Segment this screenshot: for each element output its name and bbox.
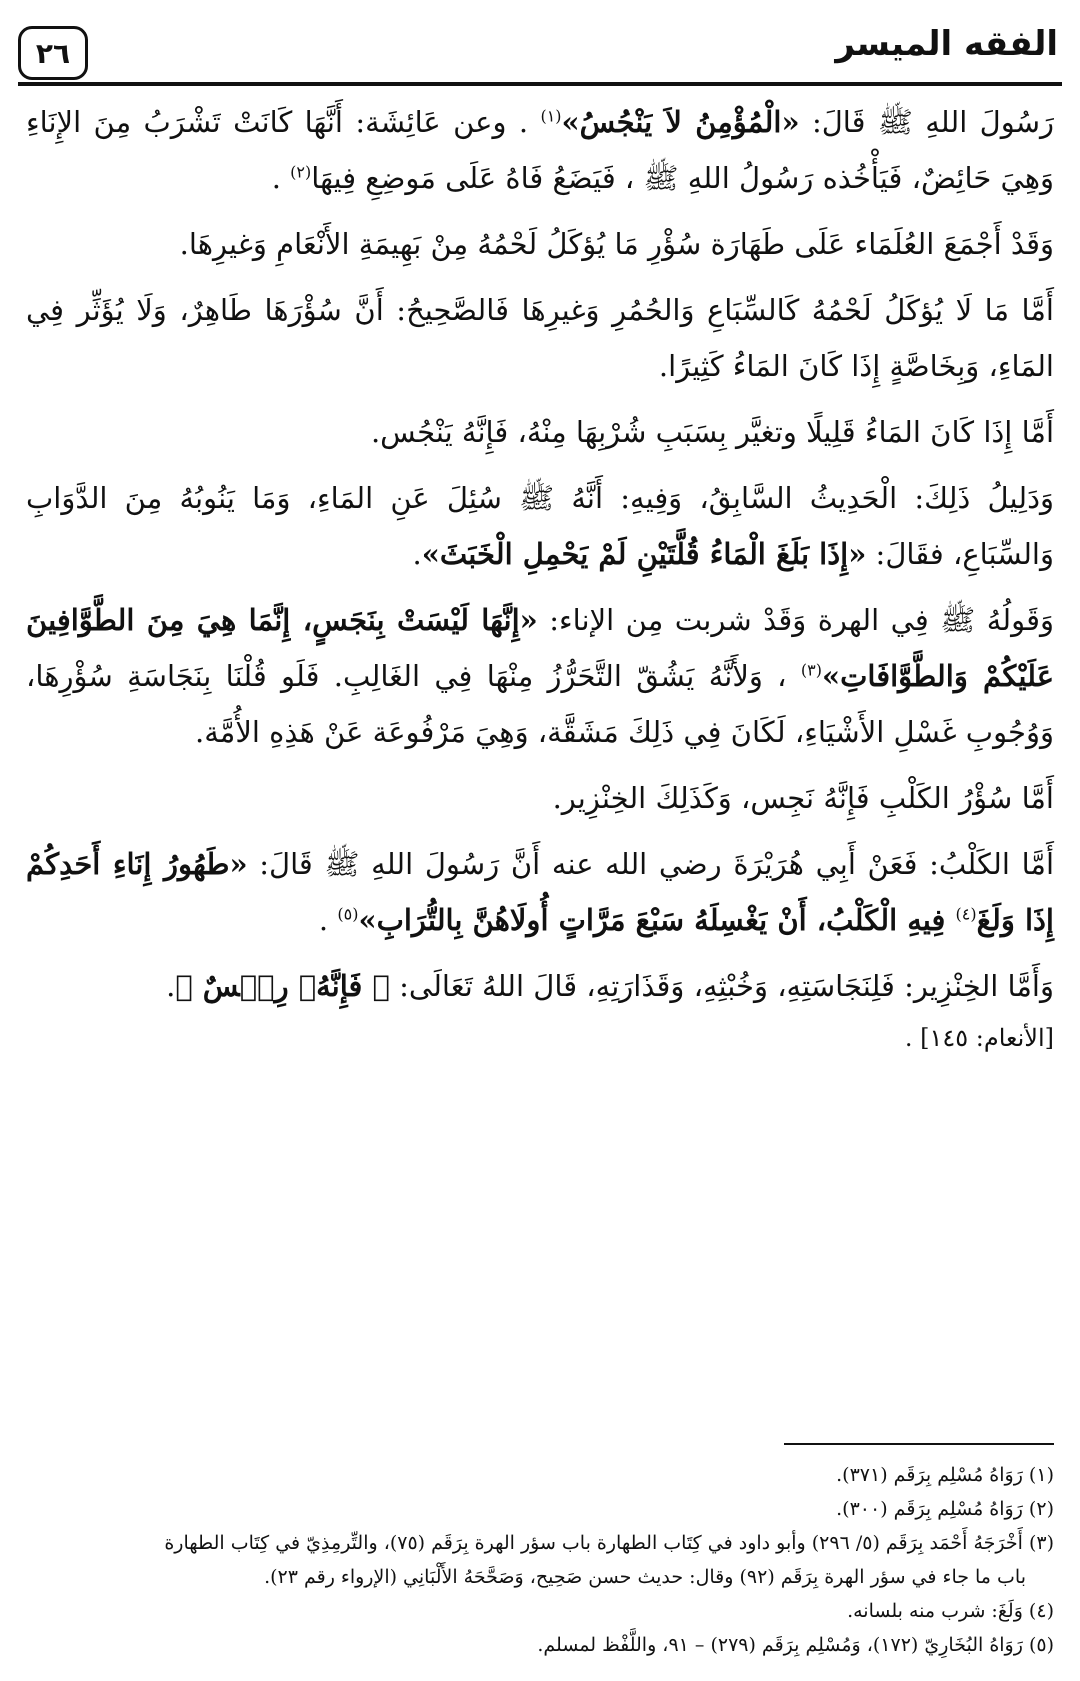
footnote-marker: (١) [540,106,562,126]
footnotes [26,1458,1054,1662]
paragraph-1: رَسُولَ اللهِ ﷺ قَالَ: «الْمُؤْمِنُ لاَ يَنْجُسُ»$^{(١)}$ . وعن عَائِشَة: أَنَّهَا كَانَتْ تَشْرَبُ مِنَ الإِنَاءِ وَهِيَ حَائِضٌ، فَيَأْخُذه رَسُولُ اللهِ ﷺ ، فَيَضَعُ فَاهُ عَلَى مَوضِعِ فِيهَا$^{(٢)}$ . [26,105,1055,195]
paragraph-4: أَمَّا إِذَا كَانَ المَاءُ قَلِيلًا وتغيَّر بِسَبَبِ شُرْبِهَا مِنْهُ، فَإِنَّهُ يَنْجُس. [370,415,1054,449]
hadith-quote: «طَهُورُ إِنَاءِ أَحَدِكُمْ إِذَا وَلَغَ [26,847,1054,937]
hadith-quote: «إِنَّهَا لَيْسَتْ بِنَجَسٍ، إِنَّمَا هِيَ مِنَ الطَّوَّافِينَ عَلَيْكُمْ وَالطَّوَّافَاتِ» [26,603,1054,693]
quran-verse: ﴿ فَإِنَّهُۥ رِجۡسٌ ﴾ [175,969,390,1003]
quran-reference: [الأنعام: ١٤٥] . [904,1024,1054,1052]
paragraph-6: وَقَولُهُ ﷺ فِي الهرة وَقَدْ شربت مِن الإناء: «إِنَّهَا لَيْسَتْ بِنَجَسٍ، إِنَّمَا هِيَ مِنَ الطَّوَّافِينَ عَلَيْكُمْ وَالطَّوَّافَاتِ»$^{(٣)}$ ، وَلأَنَّهُ يَشُقّ التَّحَرُّزُ مِنْهَا فِي الغَالِبِ. فَلَو قُلْنَا بِنَجَاسَةِ سُؤْرِهَا، وَوُجُوبِ غَسْلِ الأَشْيَاءِ، لَكَانَ فِي ذَلِكَ مَشَقَّة، وَهِيَ مَرْفُوعَة عَنْ هَذِهِ الأُمَّة. [26,603,1054,749]
footnote-4: (٤) وَلَغَ: شرب منه بلسانه. [847,1600,1054,1622]
hadith-quote: فِيهِ الْكَلْبُ، أَنْ يَغْسِلَهُ سَبْعَ مَرَّاتٍ أُولَاهُنَّ بِالتُّرَابِ» [358,903,956,937]
paragraph-5: وَدَلِيلُ ذَلِكَ: الْحَدِيثُ السَّابِقُ، وَفِيهِ: أَنَّهُ ﷺ سُئِلَ عَنِ المَاءِ، وَمَا يَنُوبُهُ مِنَ الدَّوَابِ وَالسِّبَاعِ، فقَالَ: «إِذَا بَلَغَ الْمَاءُ قُلَّتَيْنِ لَمْ يَحْمِلِ الْخَبَثَ». [26,481,1054,571]
footnote-separator [784,1443,1054,1445]
hadith-quote: «إِذَا بَلَغَ الْمَاءُ قُلَّتَيْنِ لَمْ يَحْمِلِ الْخَبَثَ» [421,537,867,571]
paragraph-8: أَمَّا الكَلْبُ: فَعَنْ أَبِي هُرَيْرَةَ رضي الله عنه أَنَّ رَسُولَ اللهِ ﷺ قَالَ: «طَهُورُ إِنَاءِ أَحَدِكُمْ إِذَا وَلَغَ$^{(٤)}$ فِيهِ الْكَلْبُ، أَنْ يَغْسِلَهُ سَبْعَ مَرَّاتٍ أُولَاهُنَّ بِالتُّرَابِ»$^{(٥)}$ . [26,847,1055,937]
footnote-marker: (٣) [800,660,822,680]
footnote-marker: (٥) [337,904,359,924]
main-text [26,94,1054,1076]
footnote-3-continued: باب ما جاء في سؤر الهرة بِرَقَم (٩٢) وقال: حديث حسن صَحِيح، وَصَحَّحَهُ الأَلْبَانِي (الإرواء رقم ٢٣). [264,1566,1026,1588]
running-title: الفقه الميسر [835,24,1058,64]
footnote-marker: (٢) [290,162,312,182]
paragraph-9: وَأَمَّا الخِنْزِير: فَلِنَجَاسَتِهِ، وَخُبْثِهِ، وَقَذَارَتِهِ، قَالَ اللهُ تَعَالَى: ﴿ فَإِنَّهُۥ رِجۡسٌ ﴾. [الأنعام: ١٤٥] . [26,958,1054,1066]
paragraph-7: أَمَّا سُؤْرُ الكَلْبِ فَإِنَّهُ نَجِس، وَكَذَلِكَ الخِنْزِير. [552,781,1054,815]
footnote-3: (٣) أَخْرَجَهُ أَحْمَد بِرَقَم (٥/ ٢٩٦) وأبو داود في كِتَاب الطهارة باب سؤر الهرة بِرَقَم (٧٥)، والتِّرمِذِيّ في كِتَاب الطهارة [164,1532,1054,1554]
hadith-quote: «الْمُؤْمِنُ لاَ يَنْجُسُ» [561,105,800,139]
footnote-1: (١) رَوَاهُ مُسْلِم بِرَقَم (٣٧١). [836,1464,1054,1486]
footnote-2: (٢) رَوَاهُ مُسْلِم بِرَقَم (٣٠٠). [836,1498,1054,1520]
paragraph-2: وَقَدْ أَجْمَعَ العُلَمَاء عَلَى طَهَارَة سُؤْرِ مَا يُؤكَلُ لَحْمُهُ مِنْ بَهِيمَةِ الأَنْعَامِ وَغيرِهَا. [179,227,1054,261]
footnote-marker: (٤) [955,904,977,924]
paragraph-3: أَمَّا مَا لَا يُؤكَلُ لَحْمُهُ كَالسِّبَاعِ وَالحُمُرِ وَغيرِهَا فَالصَّحِيحُ: أَنَّ سُؤْرَهَا طَاهِرٌ، وَلَا يُؤَثِّر فِي المَاءِ، وَبِخَاصَّةٍ إِذَا كَانَ المَاءُ كَثِيرًا. [26,293,1054,383]
page-number-badge: ٢٦ [18,26,88,80]
page-header [18,18,1062,86]
footnote-5: (٥) رَوَاهُ البُخَارِيّ (١٧٢)، وَمُسْلِم بِرَقَم (٢٧٩) – ٩١، واللَّفْظ لمسلم. [537,1634,1054,1656]
